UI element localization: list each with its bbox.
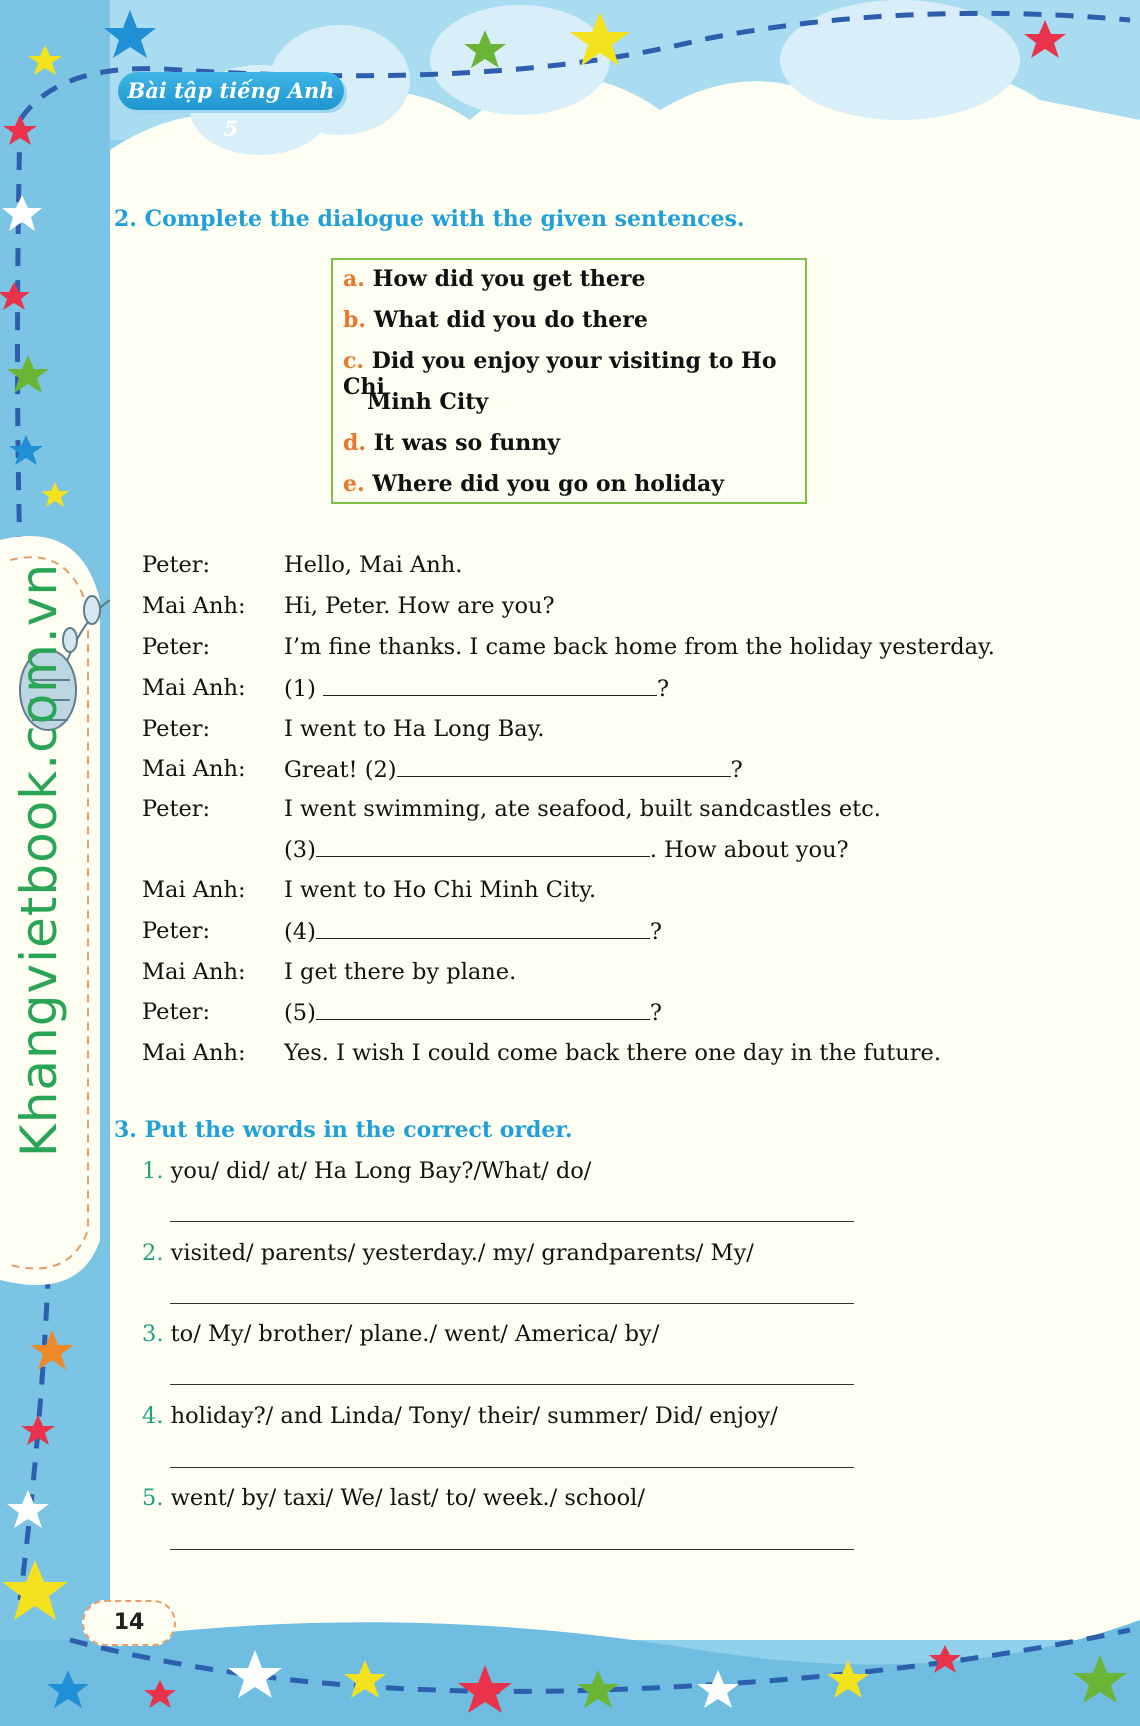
option-c-continued: Minh City — [367, 389, 489, 415]
dialogue-line: I’m fine thanks. I came back home from the holiday yesterday. — [284, 634, 995, 660]
dialogue-line: I went swimming, ate seafood, built sandcastles etc. — [284, 796, 881, 822]
dialogue-line: I went to Ha Long Bay. — [284, 716, 545, 742]
answer-line-5[interactable] — [170, 1549, 854, 1550]
list-item: 2. visited/ parents/ yesterday./ my/ grandparents/ My/ — [142, 1240, 754, 1266]
speaker: Mai Anh: — [142, 877, 246, 903]
answer-line-3[interactable] — [170, 1384, 854, 1385]
option-d: d. It was so funny — [343, 430, 561, 456]
answer-line-1[interactable] — [170, 1221, 854, 1222]
speaker: Peter: — [142, 796, 211, 822]
dialogue-line-blank-4: (4) ? — [284, 919, 662, 945]
speaker: Mai Anh: — [142, 959, 246, 985]
page-number: 14 — [82, 1600, 176, 1646]
list-item: 1. you/ did/ at/ Ha Long Bay?/What/ do/ — [142, 1158, 592, 1184]
dialogue-line: Yes. I wish I could come back there one day in the future. — [284, 1040, 942, 1066]
answer-blank-3[interactable] — [316, 836, 650, 857]
options-box — [331, 258, 807, 504]
speaker: Mai Anh: — [142, 1040, 246, 1066]
speaker: Mai Anh: — [142, 675, 246, 701]
speaker: Mai Anh: — [142, 756, 246, 782]
speaker: Peter: — [142, 716, 211, 742]
option-c: c. Did you enjoy your visiting to Ho Chi — [343, 348, 777, 400]
dialogue-line-blank-5: (5) ? — [284, 1000, 662, 1026]
dialogue-line-blank-2: Great! (2) ? — [284, 757, 743, 783]
list-item: 3. to/ My/ brother/ plane./ went/ America/ by/ — [142, 1321, 660, 1347]
option-a: a. How did you get there — [343, 266, 646, 292]
answer-blank-4[interactable] — [316, 918, 650, 939]
section2-title: 2. Complete the dialogue with the given sentences. — [114, 206, 745, 232]
dialogue-line: Hi, Peter. How are you? — [284, 593, 555, 619]
speaker: Peter: — [142, 918, 211, 944]
dialogue-line-blank-1: (1) ? — [284, 676, 670, 702]
speaker: Peter: — [142, 552, 211, 578]
header-title: Bài tập tiếng Anh 5 — [118, 72, 344, 110]
answer-blank-5[interactable] — [316, 999, 650, 1020]
dialogue-line-blank-3: (3) . How about you? — [284, 837, 849, 863]
option-e: e. Where did you go on holiday — [343, 471, 725, 497]
answer-line-4[interactable] — [170, 1467, 854, 1468]
answer-blank-2[interactable] — [397, 756, 731, 777]
dialogue-line: I get there by plane. — [284, 959, 517, 985]
dialogue-line: Hello, Mai Anh. — [284, 552, 463, 578]
list-item: 4. holiday?/ and Linda/ Tony/ their/ summer/ Did/ enjoy/ — [142, 1403, 778, 1429]
speaker: Peter: — [142, 634, 211, 660]
speaker: Peter: — [142, 999, 211, 1025]
watermark: Khangvietbook.com.vn — [10, 562, 68, 1158]
list-item: 5. went/ by/ taxi/ We/ last/ to/ week./ school/ — [142, 1485, 645, 1511]
speaker: Mai Anh: — [142, 593, 246, 619]
option-b: b. What did you do there — [343, 307, 648, 333]
dialogue-line: I went to Ho Chi Minh City. — [284, 877, 597, 903]
section3-title: 3. Put the words in the correct order. — [114, 1117, 573, 1143]
answer-blank-1[interactable] — [323, 675, 657, 696]
answer-line-2[interactable] — [170, 1303, 854, 1304]
